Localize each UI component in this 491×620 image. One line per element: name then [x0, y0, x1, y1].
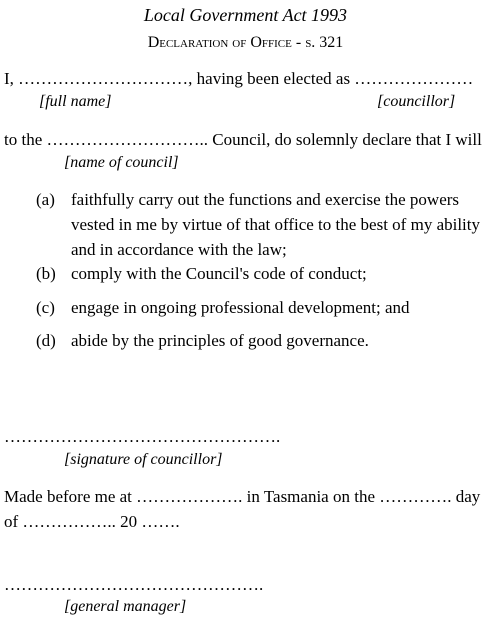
item-text-c: [71, 295, 410, 320]
hint-signature-of-councillor: [signature of councillor]: [64, 451, 223, 468]
declaration-line-2: to the ……………………….. Council, do solemnly declare that I will: [4, 130, 482, 149]
act-title: Local Government Act 1993: [143, 5, 348, 25]
general-manager-line: ……………………………………….: [4, 575, 264, 594]
item-text-d: [71, 328, 369, 353]
declaration-title: Declaration of Office - s. 321: [147, 34, 344, 51]
item-a-line: and in accordance with the law;: [71, 240, 287, 259]
made-before-line-2: of …………….. 20 …….: [4, 512, 180, 531]
item-a-line: vested in me by virtue of that office to the best of my ability: [71, 215, 481, 234]
item-text-b: [71, 261, 367, 286]
item-letter-d: (d): [36, 331, 56, 350]
item-letter-a: (a): [36, 190, 55, 209]
signature-line: ………………………………………….: [4, 427, 281, 446]
made-before-line-1: Made before me at ………………. in Tasmania on the …………. day: [4, 487, 481, 506]
hint-full-name: [full name]: [39, 93, 112, 110]
item-text-a: [71, 187, 480, 262]
item-a-line: faithfully carry out the functions and exercise the powers: [71, 190, 460, 209]
declaration-line-1: I, …………………………, having been elected as …………………: [4, 69, 474, 88]
item-letter-b: (b): [36, 264, 56, 283]
hint-councillor: [councillor]: [377, 93, 456, 110]
hint-name-of-council: [name of council]: [64, 154, 179, 171]
item-letter-c: (c): [36, 298, 55, 317]
hint-general-manager: [general manager]: [64, 598, 187, 615]
item-b-line: comply with the Council's code of conduct;: [71, 264, 367, 283]
item-c-line: engage in ongoing professional development; and: [71, 298, 410, 317]
item-d-line: abide by the principles of good governance.: [71, 331, 369, 350]
